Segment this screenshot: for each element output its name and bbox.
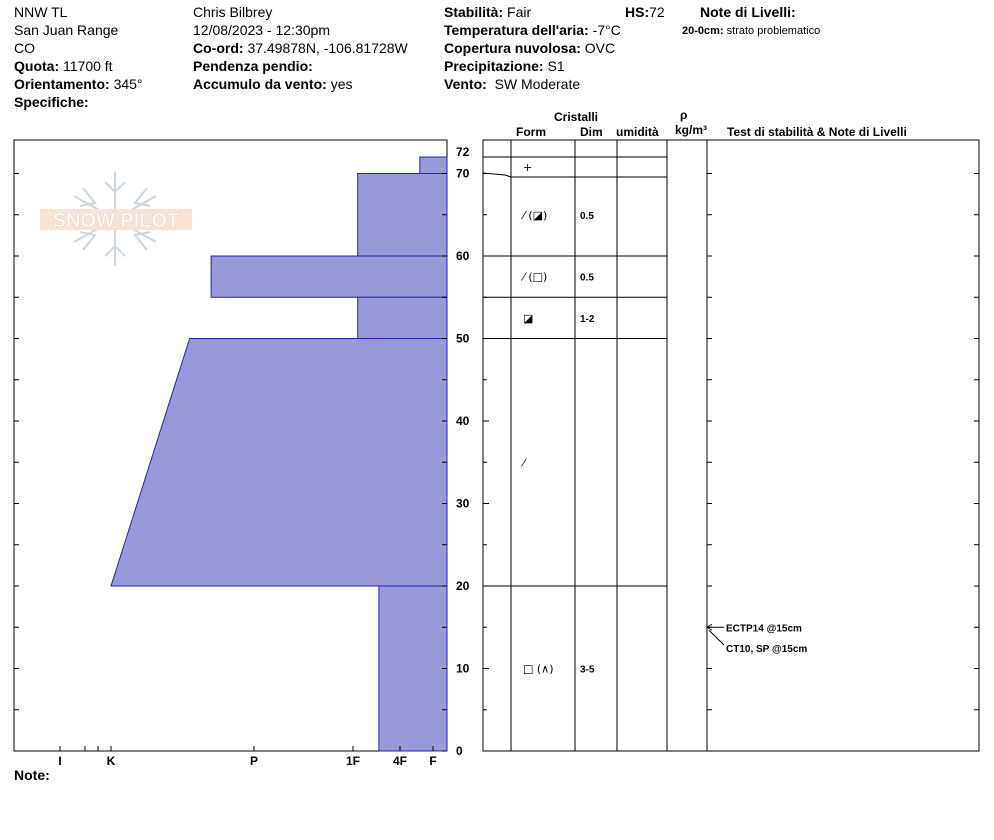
stability-label: Stabilità: (444, 4, 504, 20)
notes-label: Note: (14, 767, 50, 783)
hs-value: 72 (649, 4, 665, 20)
slope-label: Pendenza pendio: (193, 58, 313, 74)
layer-notes-title: Note di Livelli: (700, 4, 796, 20)
wind-label: Vento: (444, 76, 487, 92)
state: CO (14, 40, 35, 56)
stability-value: Fair (507, 4, 532, 20)
depth-label: 60 (456, 249, 470, 263)
snowpilot-logo (40, 172, 192, 266)
depth-label: 0 (456, 744, 463, 758)
wind-loading-value: yes (330, 76, 353, 92)
layer-form: ⁄ (□) (523, 270, 548, 284)
test-arrow (709, 630, 724, 645)
layer-note-depth: 20-0cm: (682, 25, 724, 37)
range: San Juan Range (14, 22, 119, 38)
layer-form: ⁄ (523, 456, 525, 470)
observer: Chris Bilbrey (193, 4, 273, 20)
depth-label: 50 (456, 331, 470, 346)
hardness-left-ticks (14, 174, 19, 752)
depth-label: 70 (456, 166, 470, 181)
table-depth-ticks (483, 174, 979, 752)
air-temp-label: Temperatura dell'aria: (444, 22, 589, 38)
layer-form: ◪ (523, 311, 534, 325)
precip-label: Precipitazione: (444, 58, 544, 74)
depth-axis-labels (456, 145, 470, 758)
hardness-layer (420, 157, 447, 174)
hs-label: HS: (625, 4, 650, 20)
layer-form: ⁄ (◪) (523, 208, 548, 222)
aspect-value: 345° (113, 76, 143, 92)
datetime: 12/08/2023 - 12:30pm (193, 22, 330, 38)
layer-size: 3-5 (580, 664, 595, 676)
air-temp-value: -7°C (592, 22, 621, 38)
precip-value: S1 (547, 58, 565, 74)
layer-size: 0.5 (580, 210, 594, 222)
stability-test-label: CT10, SP @15cm (726, 644, 808, 655)
elevation-value: 11700 ft (63, 58, 113, 74)
layer-size: 1-2 (580, 313, 595, 325)
density-unit: kg/m³ (675, 123, 708, 137)
hardness-label: P (249, 754, 259, 768)
table-frame (483, 140, 979, 751)
layer-form: + (523, 161, 533, 174)
hardness-layer (111, 339, 447, 587)
depth-label: 72 (456, 145, 470, 159)
layer-table (483, 140, 979, 751)
stability-test-label: ECTP14 @15cm (726, 623, 802, 635)
wind-value: SW Moderate (494, 76, 581, 92)
hardness-label: 1F (345, 754, 361, 768)
hardness-layer (358, 297, 447, 338)
coord-label: Co-ord: (193, 40, 244, 56)
hardness-profile (111, 157, 447, 751)
hardness-layer (379, 586, 447, 751)
cloud-value: OVC (584, 40, 616, 56)
depth-label: 20 (456, 579, 470, 593)
depth-label: 30 (456, 496, 470, 511)
hardness-layer (358, 174, 447, 257)
layer-size: 0.5 (580, 272, 594, 284)
form-header: Form (516, 125, 546, 139)
size-header: Dim (580, 125, 603, 139)
hardness-layer (211, 256, 447, 297)
depth-label: 10 (456, 661, 470, 676)
depth-label: 40 (456, 414, 470, 428)
elevation-label: Quota: (14, 58, 60, 74)
coord-value: 37.49878N, -106.81728W (247, 40, 408, 56)
hardness-label: 4F (392, 754, 408, 768)
stability-test-notes (707, 623, 807, 655)
table-layer-cells (520, 161, 595, 676)
moisture-header: umidità (616, 125, 659, 139)
hardness-label: F (429, 754, 437, 768)
hardness-label: I (58, 754, 62, 768)
cloud-label: Copertura nuvolosa: (444, 40, 581, 56)
layer-form: □ (∧) (523, 662, 554, 676)
wind-loading-label: Accumulo da vento: (193, 76, 327, 92)
specifics-label: Specifiche: (14, 94, 89, 110)
hardness-label: K (106, 754, 116, 768)
layer-note-text: strato problematico (726, 25, 821, 37)
crystals-header: Cristalli (554, 110, 599, 124)
tests-notes-header: Test di stabilità & Note di Livelli (727, 125, 907, 139)
location: NNW TL (14, 4, 68, 20)
aspect-label: Orientamento: (14, 76, 110, 92)
density-symbol: ρ (680, 108, 688, 122)
logo-text: SNOW PILOT (52, 210, 180, 232)
